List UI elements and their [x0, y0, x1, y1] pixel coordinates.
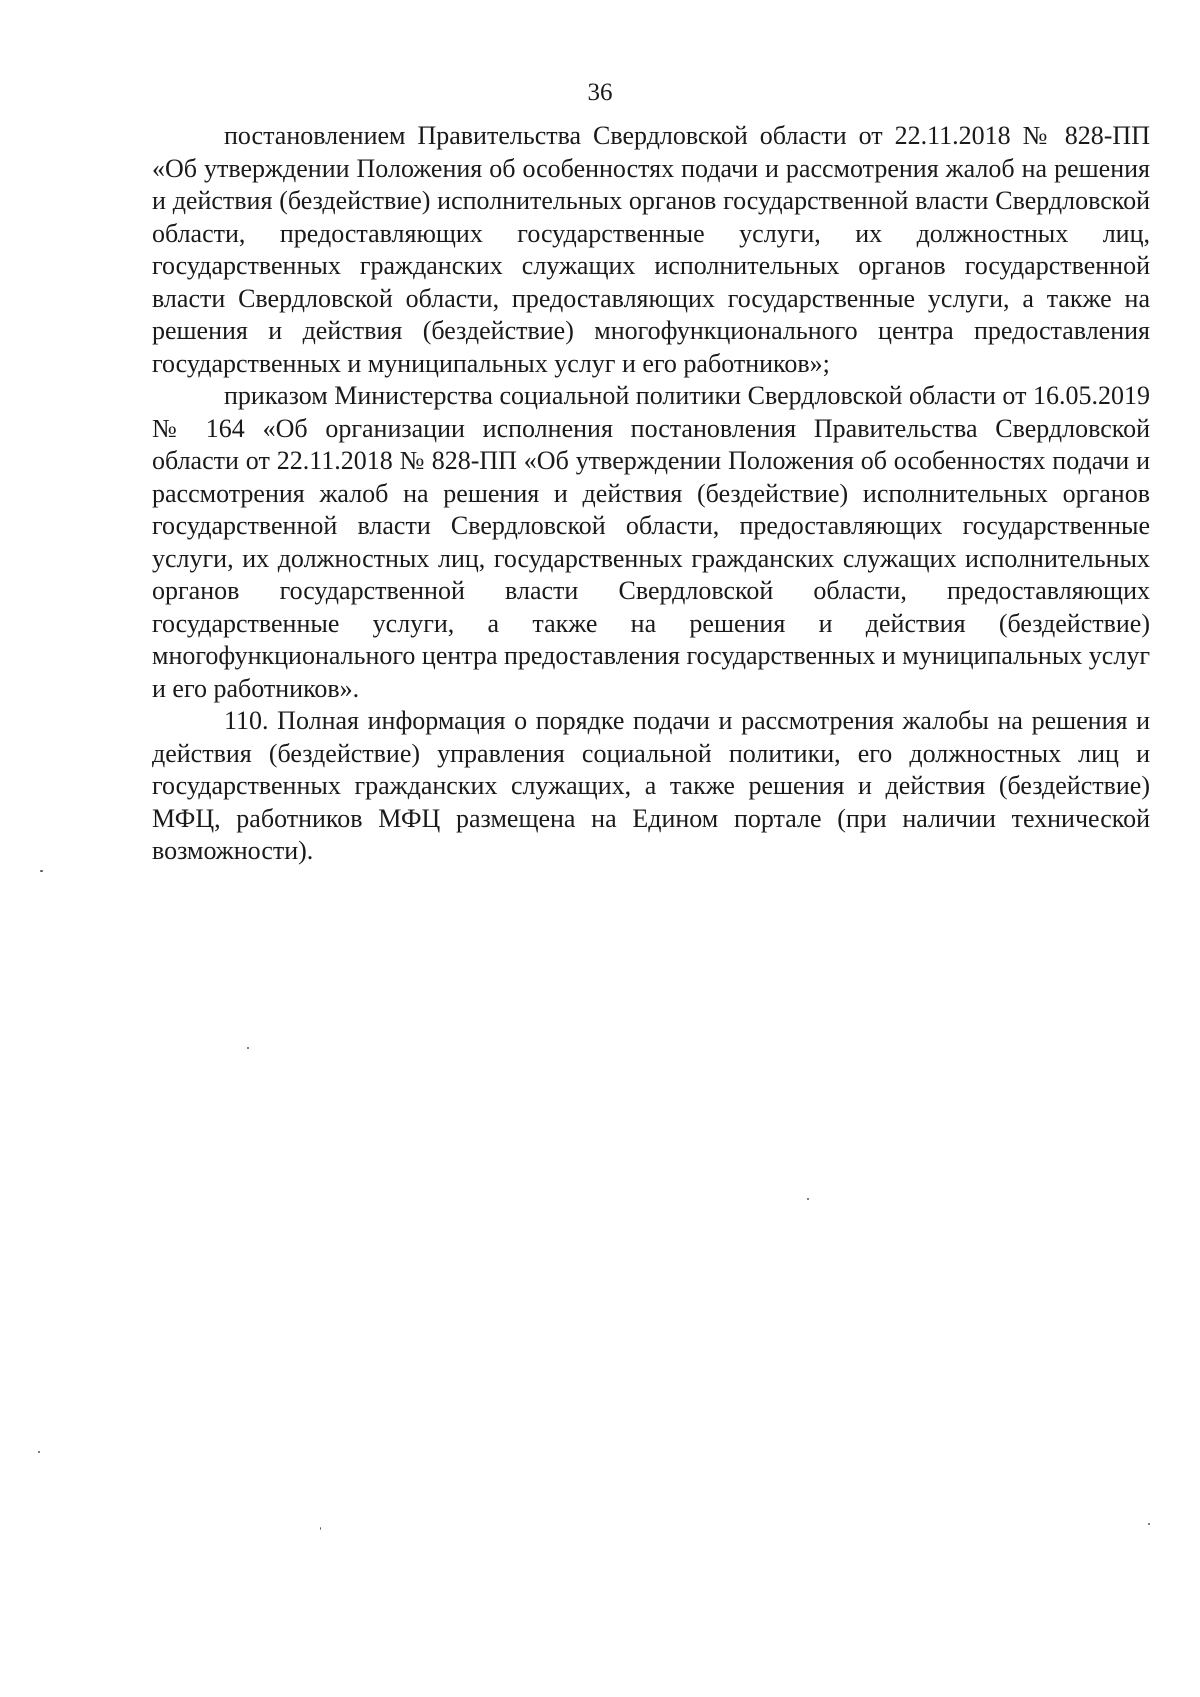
scan-speck: [247, 1047, 249, 1049]
scan-speck: [807, 1198, 809, 1200]
page-number: 36: [587, 79, 613, 106]
scan-speck: [1148, 1523, 1150, 1525]
paragraph-order-164: приказом Министерства социальной политики Свердловской области от 16.05.2019 № 164 «Об организации исполнения постановления Правительства Свердловской области от 22.11.2018 № 828-ПП «Об утверждении Положения об особенностях подачи и рассмотрения жалоб на решения и действия (бездействие) исполнительных органов государственной власти Свердловской области, предоставляющих государственные услуги, их должностных лиц, государственных гражданских служащих исполнительных органов государственной власти Свердловской области, предоставляющих государственные услуги, а также на решения и действия (бездействие) многофункционального центра предоставления государственных и муниципальных услуг и его работников».: [152, 381, 1150, 703]
document-body: [152, 120, 1150, 868]
paragraph-item-110: 110. Полная информация о порядке подачи и рассмотрения жалобы на решения и действия (бездействие) управления социальной политики, его должностных лиц и государственных гражданских служащих, а также решения и действия (бездействие) МФЦ, работников МФЦ размещена на Едином портале (при наличии технической возможности).: [152, 706, 1150, 865]
scan-speck: [38, 1451, 40, 1453]
scan-speck: [40, 870, 43, 872]
scan-speck: [320, 1527, 321, 1530]
paragraph-resolution-828pp: постановлением Правительства Свердловской области от 22.11.2018 № 828-ПП «Об утверждении Положения об особенностях подачи и рассмотрения жалоб на решения и действия (бездействие) исполнительных органов государственной власти Свердловской области, предоставляющих государственные услуги, их должностных лиц, государственных гражданских служащих исполнительных органов государственной власти Свердловской области, предоставляющих государственные услуги, а также на решения и действия (бездействие) многофункционального центра предоставления государственных и муниципальных услуг и его работников»;: [152, 121, 1150, 378]
